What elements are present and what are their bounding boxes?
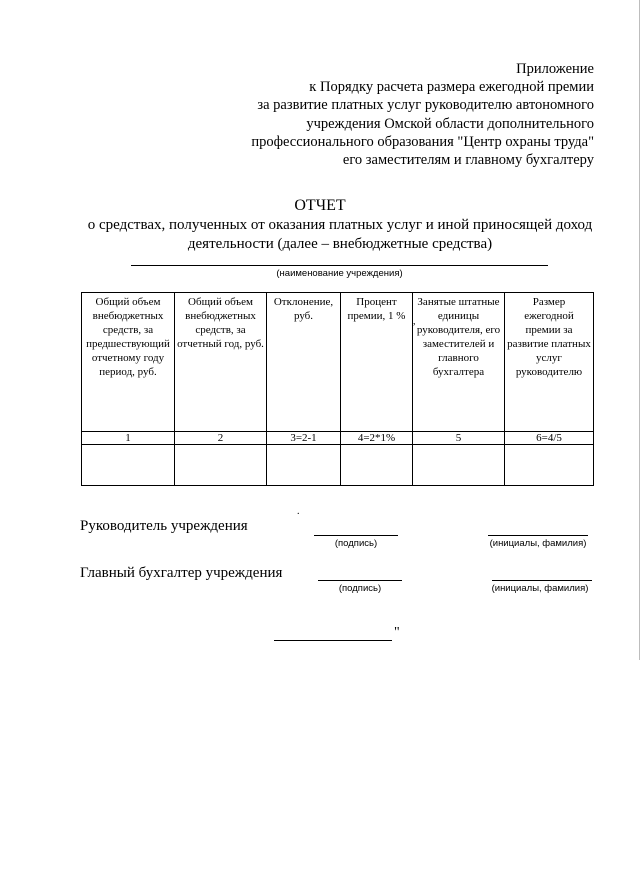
header-cell: Размер ежегодной премии за развитие платных услуг руководителю xyxy=(505,293,594,432)
number-cell: 3=2-1 xyxy=(267,432,341,445)
table-number-row xyxy=(82,432,594,445)
institution-caption: (наименование учреждения) xyxy=(276,268,403,279)
number-cell: 4=2*1% xyxy=(341,432,413,445)
appendix-line: к Порядку расчета размера ежегодной премии xyxy=(309,79,594,96)
header-cell: Занятые штатные единицы руководителя, его заместителей и главного бухгалтера xyxy=(413,293,505,432)
accountant-signature-caption: (подпись) xyxy=(338,583,382,594)
stray-dot: . xyxy=(297,506,300,517)
number-cell: 5 xyxy=(413,432,505,445)
accountant-signature-label: Главный бухгалтер учреждения xyxy=(80,565,283,581)
header-cell: Общий объем внебюджетных средств, за предшествующий отчетному году период, руб. xyxy=(82,293,175,432)
stray-mark: , xyxy=(413,316,416,327)
report-subtitle-line-1: о средствах, полученных от оказания платных услуг и иной приносящей доход xyxy=(87,217,593,233)
closing-quote: " xyxy=(394,625,400,640)
accountant-signature-line xyxy=(318,580,402,581)
appendix-line: Приложение xyxy=(516,61,594,77)
report-subtitle-line-2: деятельности (далее – внебюджетные средства) xyxy=(187,236,493,252)
empty-cell xyxy=(341,445,413,486)
date-line xyxy=(274,640,392,641)
header-cell: Общий объем внебюджетных средств, за отчетный год, руб. xyxy=(175,293,267,432)
appendix-block xyxy=(174,60,594,169)
number-cell: 1 xyxy=(82,432,175,445)
head-signature-caption: (подпись) xyxy=(334,538,378,549)
appendix-line: его заместителям и главному бухгалтеру xyxy=(342,152,594,169)
institution-name-line xyxy=(131,265,548,266)
empty-cell xyxy=(505,445,594,486)
accountant-initials-line xyxy=(492,580,592,581)
empty-cell xyxy=(267,445,341,486)
appendix-line: учреждения Омской области дополнительного xyxy=(306,115,594,132)
number-cell: 2 xyxy=(175,432,267,445)
head-signature-label: Руководитель учреждения xyxy=(80,518,248,534)
report-table xyxy=(81,292,594,486)
number-cell: 6=4/5 xyxy=(505,432,594,445)
table-empty-row xyxy=(82,445,594,486)
empty-cell xyxy=(82,445,175,486)
report-title: ОТЧЕТ xyxy=(294,197,346,214)
head-signature-line xyxy=(314,535,398,536)
header-cell: Процент премии, 1 % xyxy=(341,293,413,432)
head-initials-caption: (инициалы, фамилия) xyxy=(489,538,587,549)
appendix-line: за развитие платных услуг руководителю автономного xyxy=(257,97,594,114)
report-subtitle xyxy=(60,216,620,254)
empty-cell xyxy=(175,445,267,486)
table-header-row xyxy=(82,293,594,432)
accountant-initials-caption: (инициалы, фамилия) xyxy=(491,583,589,594)
appendix-line: профессионального образования "Центр охраны труда" xyxy=(251,133,594,150)
empty-cell xyxy=(413,445,505,486)
header-cell: Отклонение, руб. xyxy=(267,293,341,432)
head-initials-line xyxy=(488,535,588,536)
